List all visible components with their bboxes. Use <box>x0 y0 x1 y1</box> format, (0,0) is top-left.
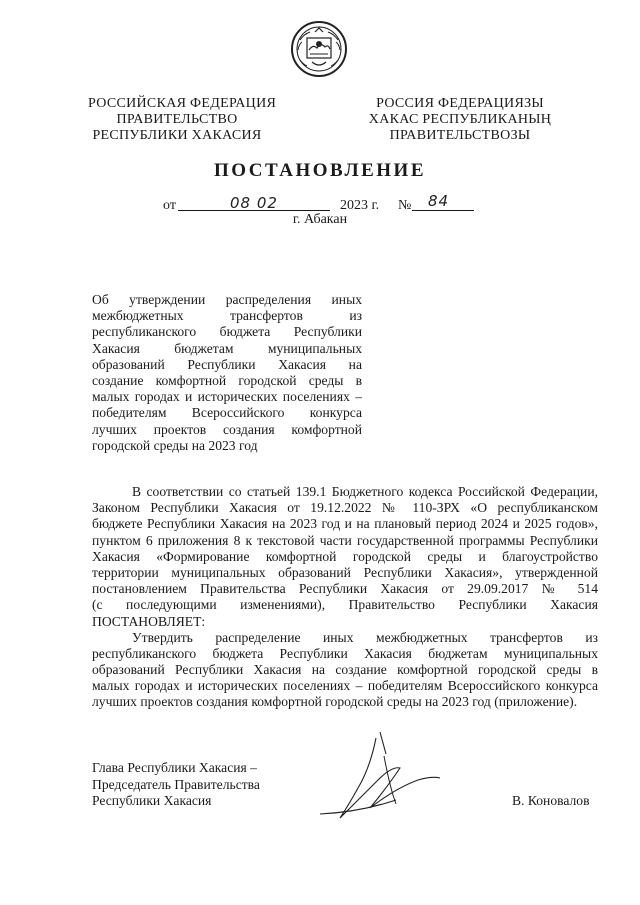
subject-block <box>92 292 362 454</box>
body-line: постановлением Правительства Республики Хакасия от 29.09.2017 № 514 <box>92 581 598 597</box>
header-right-line: ПРАВИТЕЛЬСТВОЗЫ <box>389 128 531 143</box>
subject-line: межбюджетных трансфертов из <box>92 308 362 324</box>
number-handwritten: 84 <box>428 192 450 210</box>
body-line: бюджете Республики Хакасия на 2023 год и на плановый период 2024 и 2025 годов», <box>92 516 598 532</box>
document-title: ПОСТАНОВЛЕНИЕ <box>213 160 427 181</box>
header-right-line: РОССИЯ ФЕДЕРАЦИЯЗЫ <box>376 96 544 111</box>
subject-line: образований Республики Хакасия на <box>92 356 362 372</box>
body-line: Утвердить распределение иных межбюджетных трансфертов из <box>132 629 598 645</box>
header-left <box>88 96 277 144</box>
handwritten-signature <box>300 728 450 828</box>
date-prefix: от <box>163 198 176 213</box>
body-text <box>92 484 598 711</box>
subject-line: победителям Всероссийского конкурса <box>92 405 362 421</box>
subject-line: создание комфортной городской среды в <box>92 372 362 388</box>
signatory-position <box>92 760 322 810</box>
subject-line: лучших проектов создания комфортной <box>92 421 362 437</box>
body-line: образований Республики Хакасия на создание комфортной городской среды в <box>92 662 598 678</box>
date-handwritten: 08 02 <box>230 194 278 212</box>
body-line: Законом Республики Хакасия от 19.12.2022 № 110-ЗРХ «О республиканском <box>92 500 598 516</box>
number-sign: № <box>398 198 412 213</box>
signatory-line: Председатель Правительства <box>92 776 260 792</box>
city: г. Абакан <box>292 212 348 227</box>
body-line: Хакасия «Формирование комфортной городской среды и благоустройство <box>92 548 598 564</box>
signatory-name: В. Коновалов <box>512 793 590 808</box>
subject-line: малых городах и исторических поселениях – <box>92 389 362 405</box>
body-line: республиканского бюджета Республики Хакасия бюджетам муниципальных <box>92 645 598 661</box>
body-line: (с последующими изменениями), Правительство Республики Хакасия <box>92 597 598 613</box>
header-right <box>368 96 552 144</box>
header-right-line: ХАКАС РЕСПУБЛИКАНЫҢ <box>368 112 552 127</box>
body-line: ПОСТАНОВЛЯЕТ: <box>92 613 206 629</box>
body-line: лучших проектов создания комфортной городской среды на 2023 год (приложение). <box>92 694 578 710</box>
body-line: В соответствии со статьей 139.1 Бюджетного кодекса Российской Федерации, <box>132 484 598 499</box>
header-left-line: РОССИЙСКАЯ ФЕДЕРАЦИЯ <box>88 96 277 111</box>
body-line: территории муниципальных образований Республики Хакасия», утвержденной <box>92 564 598 580</box>
subject-line: Об утверждении распределения иных <box>92 292 362 307</box>
body-line: пунктом 6 приложения 8 к текстовой части государственной программы Республики <box>92 532 598 548</box>
signatory-line: Республики Хакасия <box>92 793 212 808</box>
subject-line: республиканского бюджета Республики <box>92 324 362 340</box>
subject-line: городской среды на 2023 год <box>92 437 258 453</box>
header-left-line: РЕСПУБЛИКИ ХАКАСИЯ <box>92 128 262 143</box>
signatory-line: Глава Республики Хакасия – <box>92 760 257 775</box>
year-label: 2023 г. <box>340 198 380 213</box>
coat-of-arms-icon <box>290 20 348 78</box>
header-left-line: ПРАВИТЕЛЬСТВО <box>116 112 238 127</box>
subject-line: Хакасия бюджетам муниципальных <box>92 340 362 356</box>
body-line: малых городах и исторических поселениях – победителям Всероссийского конкурса <box>92 678 598 694</box>
